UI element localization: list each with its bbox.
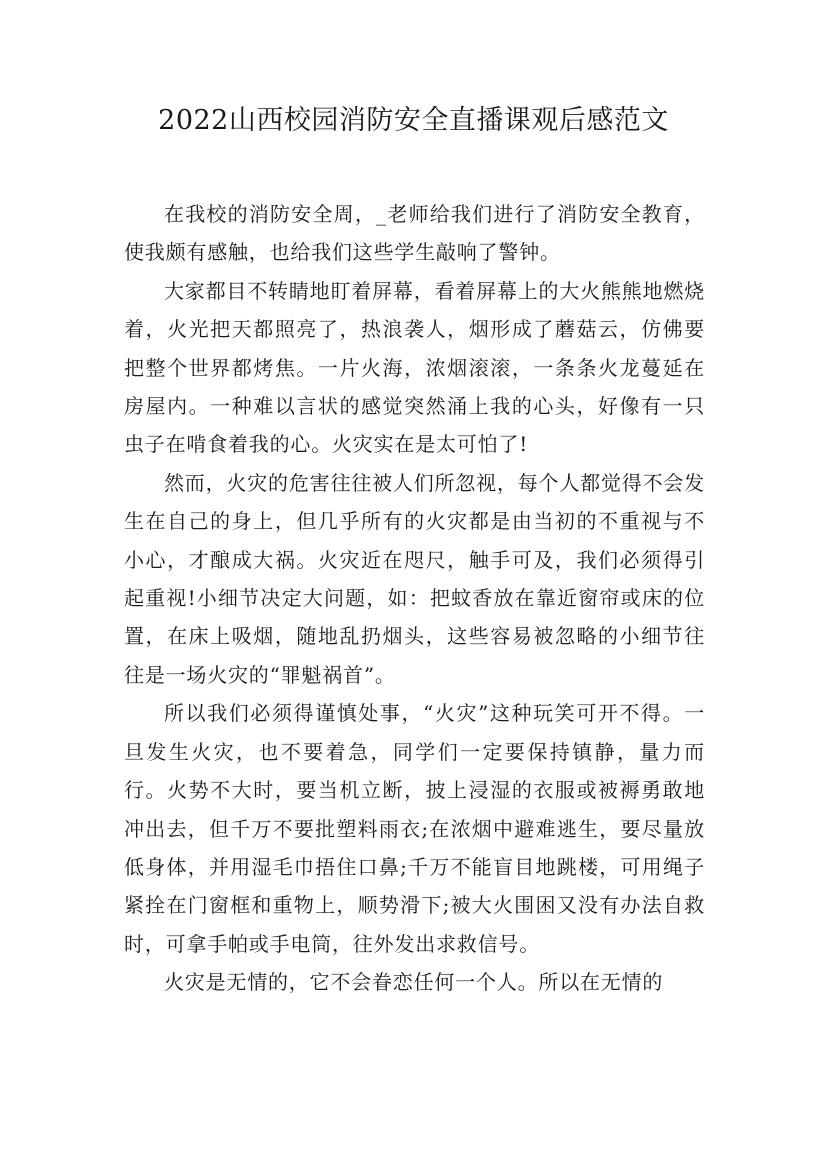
document-body: [124, 195, 705, 1002]
paragraph-3: 然而，火灾的危害往往被人们所忽视，每个人都觉得不会发生在自己的身上，但几乎所有的火灾都是由当初的不重视与不小心，才酿成大祸。火灾近在咫尺，触手可及，我们必须得引起重视!小细节决定大问题，如：把蚊香放在靠近窗帘或床的位置，在床上吸烟，随地乱扔烟头，这些容易被忽略的小细节往往是一场火灾的“罪魁祸首”。: [124, 470, 705, 687]
paragraph-4: 所以我们必须得谨慎处事，“火灾”这种玩笑可开不得。一旦发生火灾，也不要着急，同学们一定要保持镇静，量力而行。火势不大时，要当机立断，披上浸湿的衣服或被褥勇敢地冲出去，但千万不要批塑料雨衣;在浓烟中避难逃生，要尽量放低身体，并用湿毛巾捂住口鼻;千万不能盲目地跳楼，可用绳子紧拴在门窗框和重物上，顺势滑下;被大火围困又没有办法自救时，可拿手帕或手电筒，往外发出求救信号。: [124, 701, 705, 956]
paragraph-1: 在我校的消防安全周，_老师给我们进行了消防安全教育，使我颇有感触，也给我们这些学生敲响了警钟。: [124, 202, 705, 265]
paragraph-5: 火灾是无情的，它不会眷恋任何一个人。所以在无情的: [164, 970, 664, 995]
paragraph-2: 大家都目不转睛地盯着屏幕，看着屏幕上的大火熊熊地燃烧着，火光把天都照亮了，热浪袭人，烟形成了蘑菇云，仿佛要把整个世界都烤焦。一片火海，浓烟滚滚，一条条火龙蔓延在房屋内。一种难以言状的感觉突然涌上我的心头，好像有一只虫子在啃食着我的心。火灾实在是太可怕了!: [124, 278, 705, 457]
document-title: 2022山西校园消防安全直播课观后感范文: [158, 105, 669, 136]
